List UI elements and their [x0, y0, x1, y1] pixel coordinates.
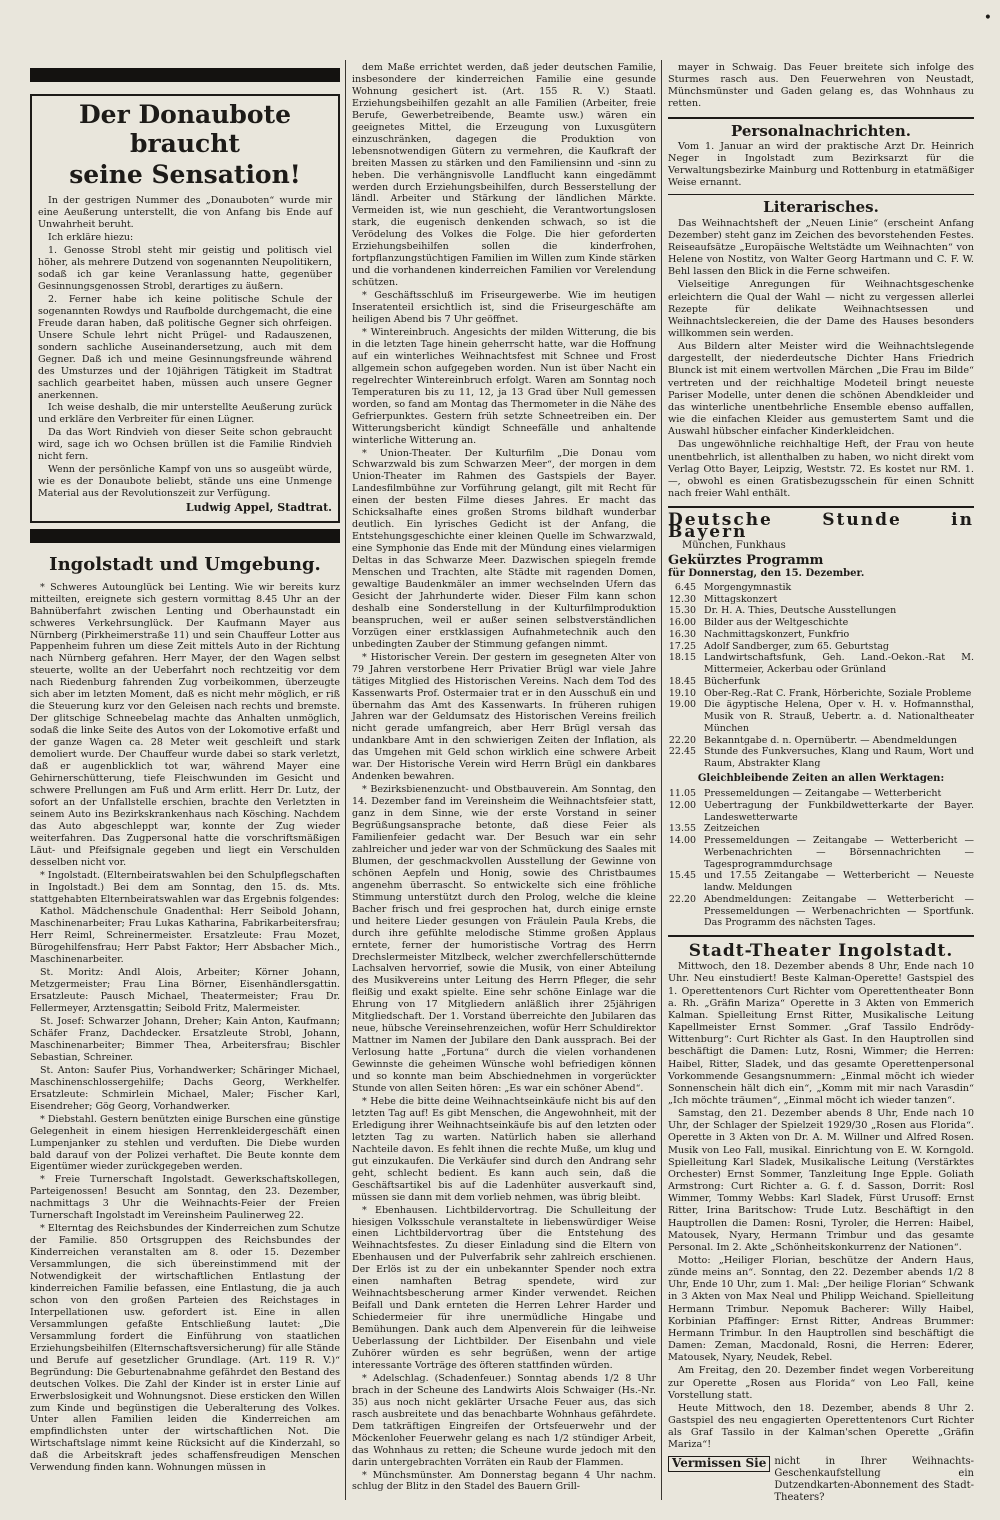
program-time: 16.00	[668, 617, 696, 629]
article-paragraph: St. Josef: Schwarzer Johann, Dreher; Kain Anton, Kaufmann; Schäfer Franz, Dachdecker. Ersatzleute Strobl, Johann, Maschinenarbeiter; Bimmer Thea, Arbeitersfrau; Bischler Sebastian, Schreiner.	[30, 1016, 340, 1063]
theatre-paragraph: Samstag, den 21. Dezember abends 8 Uhr, Ende nach 10 Uhr, der Schlager der Spielzeit 1929/30 „Rosen aus Florida“. Operette in 3 Akten von Dr. A. M. Willner und Alfred Rosen. Musik von Leo Fall, musikal. Einrichtung von E. W. Korngold. Spielleitung Karl Sladek, Musikalische Leitung (Verstärktes Orchester) Ernst Sommer, Tanzleitung Inge Epple. Goliath Armstrong: Curt Richter a. G. f. d. Sasson, Dorrit: Rosl Wimmer, Tommy Webbs: Karl Sladek, Fürst Urusoff: Ernst Ritter, Irina Baritschow: Trude Lutz. Beschäftigt in den Hauptrollen die Damen: Rosni, Tyroler, die Herren: Haibel, Matousek, Nyary, Hermann Trimbur und das gesamte Personal. Im 2. Akte „Schönheitskonkurrenz der Nationen“.	[668, 1108, 974, 1253]
program-item	[668, 699, 974, 734]
column-3	[668, 62, 974, 1504]
radio-date: für Donnerstag, den 15. Dezember.	[668, 567, 865, 579]
article-paragraph: * Ingolstadt. (Elternbeiratswahlen bei den Schulpflegschaften in Ingolstadt.) Bei dem am Sonntag, den 15. ds. Mts. stattgehabten Elternbeiratswahlen war das Ergebnis folgendes:	[30, 869, 340, 905]
program-title: und 17.55 Zeitangabe — Wetterbericht — Neueste landw. Meldungen	[704, 870, 974, 894]
program-item	[668, 605, 974, 617]
program-title: Dr. H. A. Thies, Deutsche Ausstellungen	[704, 605, 897, 617]
program-title: Uebertragung der Funkbildwetterkarte der Bayer. Landeswetterwarte	[704, 799, 974, 823]
program-time: 19.10	[668, 687, 696, 699]
program-time: 16.30	[668, 628, 696, 640]
program-time: 12.30	[668, 593, 696, 605]
article-paragraph: * Wintereinbruch. Angesichts der milden Witterung, die bis in die letzten Tage hinein geherrscht hatte, war die Hoffnung auf ein winterliches Weihnachtsfest mit Schnee und Frost allgemein schon aufgegeben worden. Nun ist über Nacht ein regelrechter Wintereinbruch erfolgt. Waren am Sonntag noch Temperaturen bis zu 11, 12, ja 13 Grad über Null gemessen worden, so fand am Montag das Thermometer in die Nähe des Gefrierpunktes. Gestern früh setzte Schneetreiben ein. Der Witterungsbericht kündigt Schneefälle und anhaltende winterliche Witterung an.	[352, 326, 656, 446]
program-time: 15.45	[668, 870, 696, 882]
column-rule-2	[661, 60, 662, 1500]
literary-paragraph: Das ungewöhnliche reichhaltige Heft, der Frau von heute unentbehrlich, ist allenthalben zu haben, wo nicht direkt vom Verlag Otto Bayer, Leipzig, Weststr. 72. Es kostet nur RM. 1.—, obwohl es einen Gratisbezugsschein für einen Schnitt nach freier Wahl enthält.	[668, 439, 974, 499]
vermissen-tag: Vermissen Sie	[668, 1456, 770, 1472]
program-title: Mittagskonzert	[704, 593, 778, 605]
fire-article-end: mayer in Schwaig. Das Feuer breitete sich infolge des Sturmes rasch aus. Den Feuerwehren von Neustadt, Münchsmünster und Gaden gelang es, das Wohnhaus zu retten.	[668, 62, 974, 110]
article-paragraph: * Freie Turnerschaft Ingolstadt. Gewerkschaftskollegen, Parteigenossen! Besucht am Sonntag, den 23. Dezember, nachmittags 3 Uhr die Weihnachts-Feier der Freien Turnerschaft Ingolstadt im Vereinsheim Paulinerweg 22.	[30, 1174, 340, 1222]
program-title: Ober-Reg.-Rat C. Frank, Hörberichte, Soziale Probleme	[704, 687, 972, 699]
article-paragraph: * Elterntag des Reichsbundes der Kinderreichen zum Schutze der Familie. 850 Ortsgruppen des Reichsbundes der Kinderreichen veranstalten am 8. oder 15. Dezember Versammlungen, die sich übereinstimmend mit der Notwendigkeit der wirtschaftlichen Entlastung der kinderreichen Familie befassen, eine Entlastung, die ja auch schon von den großen Parteien des Reichstages in Interpellationen usw. gefordert ist. Eine in allen Versammlungen gefaßte Entschließung lautet: „Die Versammlung fordert die Einführung von staatlichen Erziehungsbeihilfen (Elternschaftsversicherung) für alle Stände und Berufe auf gesetzlicher Grundlage. (Art. 119 R. V.)“ Begründung: Die Geburtenabnahme gefährdet den Bestand des deutschen Volkes. Die Zahl der Kinder ist in erster Linie auf Erwerbslosigkeit und Wohnungsnot. Diese ersticken den Willen zum Kinde und begünstigen die Ueberalterung des Volkes. Unter allen Familien leiden die Kinderreichen am empfindlichsten unter der wirtschaftlichen Not. Die Wirtschaftslage nimmt keine Rücksicht auf die Kinderzahl, so daß die Arbeitskraft jedes schaffensfreudigen Menschen Verwendung finden kann. Wohnungen müssen in	[30, 1223, 340, 1474]
ingolstadt-articles	[30, 582, 340, 1475]
program-title: Stunde des Funkversuches, Klang und Raum, Wort und Raum, Abstrakter Klang	[704, 746, 974, 770]
donaubote-title-2: seine Sensation!	[69, 159, 301, 189]
donaubote-paragraph: Wenn der persönliche Kampf von uns so ausgeübt würde, wie es der Donaubote beliebt, stände uns eine Unmenge Material aus der Revolutionszeit zur Verfügung.	[38, 464, 332, 500]
literary-title: Literarisches.	[763, 198, 879, 217]
donaubote-paragraph: 1. Genosse Strobl steht mir geistig und politisch viel höher, als mehrere Dutzend von sogenannten Neupolitikern, sodaß ich gar keine Veranlassung hatte, gegenüber Gesinnungsgenossen Strobl, derartiges zu äußern.	[38, 245, 332, 292]
donaubote-paragraph: 2. Ferner habe ich keine politische Schule der sogenannten Rowdys und Raufbolde durchgemacht, die eine Freude daran haben, daß politische Gegner sich ohrfeigen. Unsere Schule lehrt nicht Prügel- und Radauszenen, sondern sachliche Auseinandersetzung, auch mit dem Gegner. Daß ich und meine Gesinnungsfreunde während des Umsturzes und der 10jährigen Tätigkeit im Stadtrat sachlich gearbeitet haben, müssen auch unsere Gegner anerkennen.	[38, 293, 332, 401]
daily-program-list	[668, 788, 974, 929]
program-title: Zeitzeichen	[704, 823, 760, 835]
theatre-paragraph: Am Freitag, den 20. Dezember findet wegen Vorbereitung zur Operette „Rosen aus Florida“ von Leo Fall, keine Vorstellung statt.	[668, 1365, 974, 1401]
program-title: Pressemeldungen — Zeitangabe — Wetterbericht — Werbenachrichten — Börsennachrichten — Tagesprogrammdurchsage	[704, 835, 974, 870]
article-paragraph: * Historischer Verein. Der gestern im gesegneten Alter von 79 Jahren verstorbene Herr Privatier Brügl war viele Jahre tätiges Mitglied des Historischen Vereins. Nach dem Tod des Kassenwarts Prof. Ostermaier trat er in den Ausschuß ein und übernahm das Amt des Kassenwarts. In früheren ruhigen Jahren war der Geldumsatz des Historischen Vereins freilich nicht gerade umfangreich, aber Herr Brügl versah das undankbare Amt in den schwierigen Zeiten der Inflation, als das Umgehen mit Geld schon wirklich eine schwere Arbeit war. Der Historische Verein wird Herrn Brügl ein dankbares Andenken bewahren.	[352, 651, 656, 783]
program-item	[668, 823, 974, 835]
program-title: Bücherfunk	[704, 675, 761, 687]
program-title: Morgengymnastik	[704, 581, 792, 593]
article-paragraph: * Geschäftsschluß im Friseurgewerbe. Wie im heutigen Inseratenteil ersichtlich ist, sind die Friseurgeschäfte am heiligen Abend bis 7 Uhr geöffnet.	[352, 290, 656, 326]
article-paragraph: * Diebstahl. Gestern benützten einige Burschen eine günstige Gelegenheit in einem hiesigen Herrenkleidergeschäft einen Lumpenjanker zu stehlen und verduften. Die Diebe wurden bald darauf von der Polizei verhaftet. Die Beute konnte dem Eigentümer wieder zurückgegeben werden.	[30, 1113, 340, 1173]
program-time: 18.15	[668, 652, 696, 664]
personal-text: Vom 1. Januar an wird der praktische Arzt Dr. Heinrich Neger in Ingolstadt zum Bezirksarzt für die Verwaltungsbezirke Mainburg und Rottenburg in etatmäßiger Weise ernannt.	[668, 140, 974, 189]
program-item	[668, 676, 974, 688]
program-time: 17.25	[668, 640, 696, 652]
radio-title: Deutsche Stunde in Bayern	[668, 510, 974, 543]
donaubote-box	[30, 94, 340, 523]
program-title: Landwirtschaftsfunk, Geh. Land.-Oekon.-Rat M. Mittermeier, Ackerbau oder Grünland	[704, 652, 974, 676]
article-paragraph: * Hebe die bitte deine Weihnachtseinkäufe nicht bis auf den letzten Tag auf! Es gibt Menschen, die Angewohnheit, mit der Erledigung ihrer Weihnachtseinkäufe bis auf den letzten oder letzten Tag zu warten. Natürlich haben sie allerhand Nachteile davon. Es fehlt ihnen die rechte Muße, um klug und gut einzukaufen. Die Verkäufer sind durch den Andrang sehr geht, schlecht bedient. Es kann auch sein, daß die Geschäftsartikel bis auf die Ladenhüter ausverkauft sind, müssen sie dann mit dem vorlieb nehmen, was übrig bleibt.	[352, 1095, 656, 1203]
article-paragraph: * Adelschlag. (Schadenfeuer.) Sonntag abends 1/2 8 Uhr brach in der Scheune des Landwirts Alois Schwaiger (Hs.-Nr. 35) aus noch nicht geklärter Ursache Feuer aus, das sich rasch ausbreitete und das benachbarte Wohnhaus gefährdete. Dem tatkräftigen Eingreifen der Ortsfeuerwehr und der Möckenloher Feuerwehr gelang es nach 1/2 stündiger Arbeit, das Wohnhaus zu retten; die Scheune wurde jedoch mit den darin untergebrachten Vorräten ein Raub der Flammen.	[352, 1372, 656, 1468]
program-item	[668, 835, 974, 870]
radio-program-label: Gekürztes Programm	[668, 552, 824, 568]
divider	[668, 194, 974, 195]
donaubote-title-1: Der Donaubote braucht	[79, 100, 291, 158]
program-title: Pressemeldungen — Zeitangabe — Wetterbericht	[704, 788, 942, 800]
program-item	[668, 617, 974, 629]
program-time: 22.45	[668, 746, 696, 758]
program-item	[668, 582, 974, 594]
column-1	[30, 62, 340, 1475]
abonnement-ad	[668, 1456, 974, 1504]
divider	[668, 117, 974, 119]
program-time: 18.45	[668, 675, 696, 687]
program-time: 19.00	[668, 699, 696, 711]
program-time: 11.05	[668, 788, 696, 800]
program-item	[668, 894, 974, 929]
article-paragraph: * Schweres Autounglück bei Lenting. Wie wir bereits kurz mitteilten, ereignete sich gestern vormittag 8.45 Uhr an der Bahnüberfahrt zwischen Lenting und Oberhaunstadt ein schweres Verkehrsunglück. Der Kaufmann Mayer aus Nürnberg (Pirkheimerstraße 11) und sein Chauffeur Lotter aus Pappenheim fuhren um diese Zeit mittels Auto in der Richtung nach Nürnberg gefahren. Herr Mayer, der den Wagen selbst steuerte, wollte an der Ueberfahrt noch rechtzeitig vor dem nach Riedenburg fahrenden Zug vorbeikommen, überzeugte sich aber im letzten Moment, daß es nicht mehr möglich, er riß die Steuerung kurz vor den Geleisen nach rechts und bremste. Der glitschige Schneebelag machte das Anhalten unmöglich, sodaß die linke Seite des Autos von der Lokomotive erfaßt und der ganze Wagen ca. 28 Meter weit geschleift und stark demoliert wurde. Der Chauffeur wurde dabei so stark verletzt, daß er augenblicklich tot war, während Mayer eine Gehirnerschütterung, tiefe Fleischwunden im Gesicht und schwere Prellungen am Fuß und Arm erlitt. Herr Dr. Lutz, der sofort an der Unfallstelle erschien, brachte den Verletzten in seinem Auto ins Bezirkskrankenhaus nach Kösching. Nachdem das Auto abgeschleppt war, konnte der Zug wieder weiterfahren. Das Zugpersonal hatte die vorschriftsmäßigen Läut- und Pfeifsignale gegeben und liegt ein Verschulden desselben nicht vor.	[30, 581, 340, 868]
literary-text	[668, 218, 974, 501]
program-time: 12.00	[668, 799, 696, 811]
black-bar-mid	[30, 529, 340, 543]
column-2	[352, 62, 656, 1494]
theatre-title: Stadt-Theater Ingolstadt.	[688, 941, 954, 962]
program-time: 22.20	[668, 893, 696, 905]
article-paragraph: Kathol. Mädchenschule Gnadenthal: Herr Seibold Johann, Maschinenarbeiter; Frau Lukas Katharina, Fabrikarbeitersfrau; Herr Reiml, Schreinermeister. Ersatzleute: Frau Mozet, Bürogehilfensfrau; Herr Pabst Faktor; Herr Absbacher Mich., Maschinenarbeiter.	[30, 906, 340, 966]
divider	[668, 506, 974, 508]
vermissen-text: nicht in Ihrer Weihnachts-Geschenkaufstellung ein Dutzendkarten-Abonnement des Stadt-Theaters?	[774, 1455, 974, 1503]
program-item	[668, 800, 974, 824]
theatre-paragraph: Heute Mittwoch, den 18. Dezember, abends 8 Uhr 2. Gastspiel des neu engagierten Operettentenors Curt Richter als Graf Tassilo in der Kalman'schen Operette „Gräfin Mariza“!	[668, 1402, 974, 1451]
radio-program-list	[668, 582, 974, 770]
program-title: Bilder aus der Weltgeschichte	[704, 617, 849, 629]
divider	[668, 935, 974, 937]
radio-subtitle: München, Funkhaus	[682, 540, 786, 552]
local-articles	[352, 62, 656, 1493]
program-title: Adolf Sandberger, zum 65. Geburtstag	[704, 640, 889, 652]
program-item	[668, 746, 974, 770]
donaubote-text	[38, 195, 332, 500]
literary-paragraph: Aus Bildern alter Meister wird die Weihnachtslegende dargestellt, der niederdeutsche Dichter Hans Friedrich Blunck ist mit einem wertvollen Märchen „Die Frau im Bilde“ vertreten und der reichhaltige Modeteil bringt neueste Pariser Modelle, unter denen die schönen Abendkleider und das winterliche unentbehrliche Ensemble ebenso auffallen, wie die einfachen Kleider aus gemustertem Samt und die Auswahl hübscher einfacher Kinderkleidchen.	[668, 341, 974, 438]
program-item	[668, 788, 974, 800]
donaubote-signature: Ludwig Appel, Stadtrat.	[185, 501, 332, 515]
article-paragraph: * Union-Theater. Der Kulturfilm „Die Donau vom Schwarzwald bis zum Schwarzen Meer“, der morgen in dem Union-Theater im Rahmen des Gastspiels der Bayer. Landesfilmbühne zur Vorführung gelangt, gilt mit Recht für einen der besten Filme dieses Jahres. Er macht das Schicksalhafte eines großen Stroms bildhaft wunderbar deutlich. Ein lyrisches Gedicht ist der Anfang, die Entstehungsgeschichte einer kleinen Quelle im Schwarzwald, eine Symphonie das Ende mit der Mündung eines vielarmigen Deltas in das Schwarze Meer. Dazwischen spiegeln fremde Menschen und Trachten, alte Städte mit ragenden Domen, gewaltige Baudenkmäler an immer wechselnden Ufern das Gesicht der Jahrhunderte wider. Dieser Film kann schon deshalb eine Sonderstellung in der Kulturfilmproduktion beanspruchen, weil er außer seinen selbstverständlichen Vorzügen einer erstklassigen Aufnahmetechnik auch den unbedingten Zauber der Stimmung gefangen nimmt.	[352, 447, 656, 650]
program-item	[668, 870, 974, 894]
donaubote-paragraph: Da das Wort Rindvieh von dieser Seite schon gebraucht wird, sage ich wo Ochsen brüllen ist die Familie Rindvieh nicht fern.	[38, 427, 332, 463]
column-rule-1	[345, 60, 346, 1500]
page-mark: •	[983, 10, 992, 26]
section-title-ingolstadt: Ingolstadt und Umgebung.	[49, 554, 321, 576]
program-time: 15.30	[668, 605, 696, 617]
article-paragraph: St. Anton: Saufer Pius, Vorhandwerker; Schäringer Michael, Maschinenschlossergehilfe; Dachs Georg, Werkhelfer. Ersatzleute: Schmirlein Michael, Maler; Fischer Karl, Eisendreher; Gög Georg, Vorhandwerker.	[30, 1064, 340, 1112]
theatre-paragraph: Mittwoch, den 18. Dezember abends 8 Uhr, Ende nach 10 Uhr. Neu einstudiert! Beste Kalman-Operette! Gastspiel des 1. Operettentenors Curt Richter vom Operettentheater Bonn a. Rh. „Gräfin Mariza“ Operette in 3 Akten von Emmerich Kalman. Spielleitung Ernst Ritter, Musikalische Leitung Kapellmeister Ernst Sommer. „Graf Tassilo Endrödy-Wittenburg“: Curt Richter als Gast. In den Hauptrollen sind beschäftigt die Damen: Lutz, Rosni, Wimmer; die Herren: Haibel, Ritter, Sladek, und das gesamte Operettenpersonal Vorkommende Gesangsnummern: „Einmal möcht ich wieder Sonnenschein hält dich ein“, „Komm mit mir nach Varasdin“ „Ich möchte träumen“, „Einmal möcht ich wieder tanzen“.	[668, 961, 974, 1106]
article-paragraph: * Bezirksbienenzucht- und Obstbauverein. Am Sonntag, den 14. Dezember fand im Vereinsheim die Weihnachtsfeier statt, ganz in dem Sinne, wie der erste Vorstand in seiner Begrüßungsansprache betonte, daß diese Feier als Familienfeier gedacht war. Der Besuch war ein sehr zahlreicher und jeder war von der Schmückung des Saales mit Blumen, der geschmackvollen Ausstellung der Gewinne von schönen Aepfeln und Honig, sowie des Christbaumes angenehm überrascht. So entwickelte sich eine fröhliche Stimmung unterstützt durch den Prolog, welche die kleine Bacher frisch und frei gesprochen hat, durch einige ernste und heitere Lieder gesungen von Fräulein Paula Krebs, die durch ihre gefühlte melodische Stimme großen Applaus erntete, ferner der humoristische Vortrag des Herrn Drechslermeister Mitzlbeck, welcher zwerchfellerschütternde Lachsalven hervorrief, sowie die Musik, von einer Abteilung des Musikvereins unter Leitung des Herrn Pfleger, die sehr fleißig und exakt spielte. Eine sehr schöne Einlage war die Ehrung von 17 Mitgliedern anläßlich ihrer 25jährigen Mitgliedschaft. Der 1. Vorstand überreichte den Jubilaren das neue, hübsche Vereinsehrenzeichen, wofür Herr Schuldirektor Mattner im Namen der Jubilare den Dank aussprach. Bei der Verlosung hatte „Fortuna“ durch die vielen vorhandenen Gewinnste die geheimen Wünsche wohl befriedigen können und so konnte man beim Abschiednehmen in vorgerückter Stunde von allen Seiten hören: „Es war ein schöner Abend“.	[352, 784, 656, 1095]
literary-paragraph: Das Weihnachtsheft der „Neuen Linie“ (erscheint Anfang Dezember) steht ganz im Zeichen des bevorstehenden Festes. Reiseaufsätze „Europäische Weltstädte um Weihnachten“ von Helene von Nostitz, von Walter Georg Hartmann und C. F. W. Behl lassen den Blick in die Ferne schweifen.	[668, 217, 974, 278]
article-paragraph: St. Moritz: Andl Alois, Arbeiter; Körner Johann, Metzgermeister; Frau Lina Börner, Eisenhändlersgattin. Ersatzleute: Pausch Michael, Theatermeister; Frau Dr. Fellermeyer, Arztensgattin; Seibold Fritz, Malermeister.	[30, 967, 340, 1015]
program-title: Die ägyptische Helena, Oper v. H. v. Hofmannsthal, Musik von R. Strauß, Uebertr. a. d. Nationaltheater München	[704, 699, 974, 734]
theatre-paragraph: Motto: „Heiliger Florian, beschütze der Andern Haus, zünde meins an“. Sonntag, den 22. Dezember abends 1/2 8 Uhr, Ende 10 Uhr, zum 1. Mal: „Der heilige Florian“ Schwank in 3 Akten von Max Neal und Philipp Weichand. Spielleitung Hermann Trimbur. Nepomuk Bacherer: Willy Haibel, Korbinian Pfaffinger: Ernst Ritter, Andreas Brummer: Hermann Trimbur. In den Hauptrollen sind beschäftigt die Damen: Zeman, Macdonald, Rosni, die Herren: Ederer, Matousek, Nyary, Neudek, Rebel.	[668, 1255, 974, 1364]
program-item	[668, 629, 974, 641]
program-title: Bekanntgabe d. n. Opernübertr. — Abendmeldungen	[704, 734, 957, 746]
article-paragraph: dem Maße errichtet werden, daß jeder deutschen Familie, insbesondere der kinderreichen Familie eine gesunde Wohnung gesichert ist. (Art. 155 R. V.) Staatl. Erziehungsbeihilfen gezahlt an alle Familien (Arbeiter, freie Berufe, Gewerbetreibende, Beamte usw.) wären ein geeignetes Mittel, die Erzeugung von Luxusgütern einzuschränken, dagegen die Produktion von lebensnotwendigen Gütern zu vermehren, die Kaufkraft der breiten Massen zu stärken und den Familiensinn und -sinn zu heben. Die verhängnisvolle Landflucht kann eingedämmt werden durch Erziehungsbeihilfen, durch Besserstellung der ländl. Arbeiter und Stärkung der ländlichen Märkte. Vermeiden ist, wie nun geschieht, die Verantwortungslosen stark, die eugenisch denkenden schwach, so ist die Verödelung des Volkes die Folge. Die hier geforderten Erziehungsbeihilfen sollen die kinderfrohen, fortpflanzungstüchtigen Familien im Willen zum Kinde stärken und die vorhandenen kinderreichen Familien vor Verelendung schützen.	[352, 62, 656, 289]
article-paragraph: * Ebenhausen. Lichtbildervortrag. Die Schulleitung der hiesigen Volksschule veranstaltete in liebenswürdiger Weise einen Lichtbildervortrag über die Entstehung des Weihnachtsfestes. Zu dieser Einladung sind die Eltern von Ebenhausen und der Pulverfabrik sehr zahlreich erschienen. Der Erlös ist zu der ein unbekannter Spender noch extra einen namhaften Betrag spendete, wird zur Weihnachtsbescherung armer Kinder verwendet. Reichen Beifall und Dank ernteten die Herren Lehrer Harder und Schiedermeier für ihre unermüdliche Hingabe und Bemühungen. Dank auch dem Alpenverein für die leihweise Ueberlassung der Lichtbilder. Der Eisenbahn und viele Zuhörer würden es sehr begrüßen, wenn der artige interessante Vorträge des öfteren stattfinden würden.	[352, 1204, 656, 1371]
program-time: 22.20	[668, 734, 696, 746]
article-paragraph: * Münchsmünster. Am Donnerstag begann 4 Uhr nachm. schlug der Blitz in den Stadel des Bauern Grill-	[352, 1469, 656, 1493]
theatre-text	[668, 961, 974, 1451]
program-time: 13.55	[668, 823, 696, 835]
donaubote-paragraph: Ich weise deshalb, die mir unterstellte Aeußerung zurück und erkläre den Verbreiter für einen Lügner.	[38, 402, 332, 426]
program-item	[668, 652, 974, 676]
program-item	[668, 688, 974, 700]
program-time: 14.00	[668, 835, 696, 847]
program-title: Nachmittagskonzert, Funkfrio	[704, 628, 850, 640]
donaubote-paragraph: Ich erkläre hiezu:	[48, 232, 134, 244]
donaubote-paragraph: In der gestrigen Nummer des „Donauboten“ wurde mir eine Aeußerung unterstellt, die von Anfang bis Ende auf Unwahrheit beruht.	[38, 195, 332, 231]
program-time: 6.45	[674, 581, 696, 593]
program-item	[668, 641, 974, 653]
program-title: Abendmeldungen: Zeitangabe — Wetterbericht — Pressemeldungen — Werbenachrichten — Sportfunk. Das Programm des nächsten Tages.	[704, 893, 974, 929]
black-bar-top	[30, 68, 340, 82]
personal-title: Personalnachrichten.	[731, 121, 911, 140]
program-item	[668, 594, 974, 606]
literary-paragraph: Vielseitige Anregungen für Weihnachtsgeschenke erleichtern die Qual der Wahl — nicht zu vergessen allerlei Rezepte für delikate Weihnachtsessen und Weihnachtsleckereien, die der Dame des Hauses besonders willkommen sein werden.	[668, 279, 974, 339]
daily-title: Gleichbleibende Zeiten an allen Werktagen:	[697, 772, 945, 784]
program-item	[668, 735, 974, 747]
